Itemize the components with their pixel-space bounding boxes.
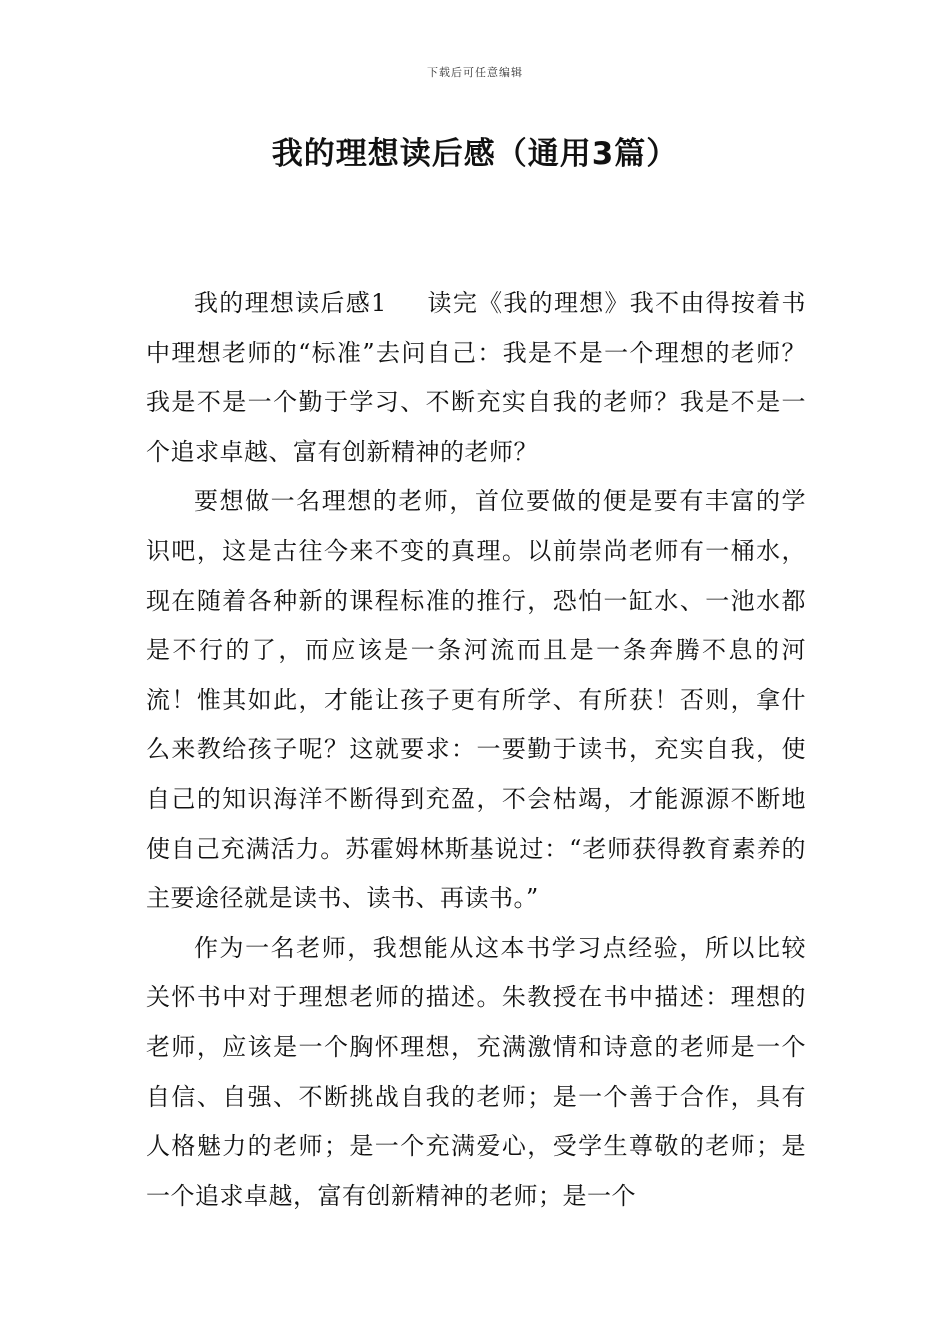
paragraph-1	[146, 279, 806, 477]
document-body	[146, 279, 806, 1221]
section-heading: 我的理想读后感1	[194, 289, 387, 317]
header-note: 下载后可任意编辑	[427, 66, 523, 79]
document-title: 我的理想读后感（通用3篇）	[271, 136, 679, 172]
paragraph-2: 要想做一名理想的老师，首位要做的便是要有丰富的学识吧，这是古往今来不变的真理。以前崇尚老师有一桶水，现在随着各种新的课程标准的推行，恐怕一缸水、一池水都是不行的了，而应该是一条河流而且是一条奔腾不息的河流！惟其如此，才能让孩子更有所学、有所获！否则，拿什么来教给孩子呢？这就要求：一要勤于读书，充实自我，使自己的知识海洋不断得到充盈，不会枯竭，才能源源不断地使自己充满活力。苏霍姆林斯基说过：“老师获得教育素养的主要途径就是读书、读书、再读书。”	[146, 487, 806, 913]
paragraph-1-text: 读完《我的理想》我不由得按着书中理想老师的“标准”去问自己：我是不是一个理想的老师？我是不是一个勤于学习、不断充实自我的老师？我是不是一个追求卓越、富有创新精神的老师？	[146, 289, 806, 466]
paragraph-3: 作为一名老师，我想能从这本书学习点经验，所以比较关怀书中对于理想老师的描述。朱教授在书中描述：理想的老师，应该是一个胸怀理想，充满激情和诗意的老师是一个自信、自强、不断挑战自我的老师；是一个善于合作，具有人格魅力的老师；是一个充满爱心，受学生尊敬的老师；是一个追求卓越，富有创新精神的老师；是一个	[146, 933, 806, 1210]
